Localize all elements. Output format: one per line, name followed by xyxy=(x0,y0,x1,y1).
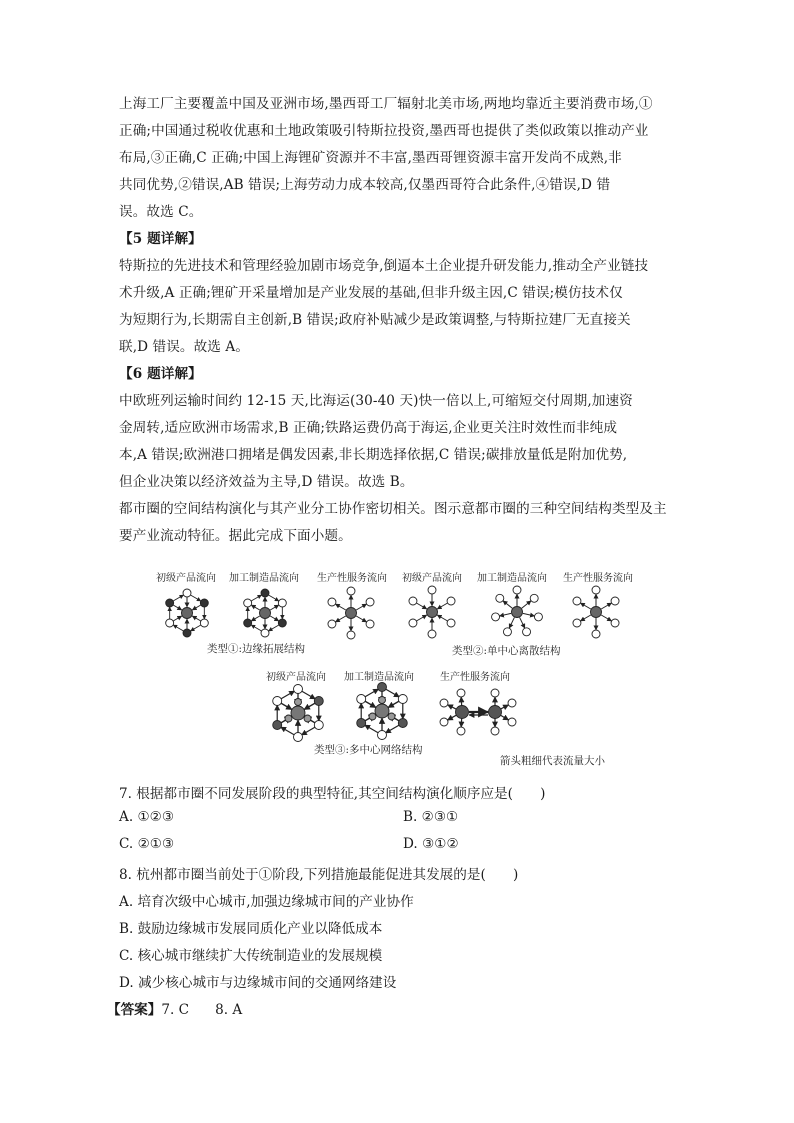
flow-arrow xyxy=(499,613,511,616)
flow-arrow xyxy=(503,601,512,608)
city-node xyxy=(291,706,305,720)
city-node xyxy=(273,721,282,730)
option-letter: D. xyxy=(119,975,134,991)
city-node xyxy=(508,718,516,726)
city-node xyxy=(285,715,292,722)
city-node xyxy=(295,699,302,706)
flow-arrow xyxy=(301,727,315,735)
flow-arrow xyxy=(335,616,345,622)
city-node xyxy=(328,598,336,606)
city-node xyxy=(491,727,499,735)
flow-label: 加工制造品流向 xyxy=(344,672,414,683)
answer-label: 【答案】 xyxy=(107,1002,162,1018)
city-node xyxy=(200,599,208,607)
city-node xyxy=(357,695,366,704)
city-node xyxy=(200,619,208,627)
text-line: 误。故选 C。 xyxy=(119,204,203,220)
city-node xyxy=(314,721,323,730)
city-node xyxy=(346,608,357,619)
q7-option-a xyxy=(119,809,174,825)
city-node xyxy=(278,599,286,607)
city-node xyxy=(166,619,174,627)
flow-arrow xyxy=(270,605,279,610)
type-1-label: 类型①:边缘拓展结构 xyxy=(207,643,306,655)
answer-7: 7. C xyxy=(161,1002,190,1018)
city-node xyxy=(375,704,389,718)
city-node xyxy=(457,727,465,735)
flow-arrow xyxy=(580,603,590,609)
city-node xyxy=(440,718,448,726)
city-node xyxy=(379,697,386,704)
option-letter: B. xyxy=(119,921,134,937)
city-node xyxy=(261,629,269,637)
flow-label: 加工制造品流向 xyxy=(229,573,299,584)
city-node xyxy=(428,586,436,594)
option-letter: A. xyxy=(119,809,134,825)
city-node xyxy=(388,713,395,720)
flow-arrow xyxy=(173,595,183,601)
flow-label: 加工制造品流向 xyxy=(477,573,547,584)
question-7-stem: 7. 根据都市圈不同发展阶段的典型特征,其空间结构演化顺序应是( ) xyxy=(119,786,546,802)
text-line: 但企业决策以经济效益为主导,D 错误。故选 B。 xyxy=(119,474,414,490)
flow-arrow xyxy=(385,725,399,733)
city-node xyxy=(294,733,303,742)
city-node xyxy=(591,607,602,618)
option-letter: A. xyxy=(119,894,134,910)
flow-label: 初级产品流向 xyxy=(156,573,216,584)
flow-arrow xyxy=(251,605,260,610)
city-node xyxy=(492,613,500,621)
section-heading: 【6 题详解】 xyxy=(119,366,202,382)
city-node xyxy=(378,731,387,740)
flow-arrow xyxy=(251,595,261,601)
text-line: 要产业流动特征。据此完成下面小题。 xyxy=(119,528,352,544)
flow-arrow xyxy=(281,691,295,699)
city-node xyxy=(183,589,191,597)
flow-label: 初级产品流向 xyxy=(402,573,462,584)
city-node xyxy=(508,699,516,707)
flow-arrow xyxy=(268,625,278,631)
text-line: 术升级,A 正确;锂矿开采量增加是产业发展的基础,但非升级主因,C 错误;模仿技术仅 xyxy=(119,285,623,301)
q8-option-d xyxy=(119,971,396,991)
city-node xyxy=(369,713,376,720)
flow-arrow xyxy=(251,625,261,631)
section-heading: 【5 题详解】 xyxy=(119,231,202,247)
city-node xyxy=(347,631,355,639)
flow-arrow xyxy=(447,715,456,720)
city-node xyxy=(491,689,499,697)
type-2-label: 类型②:单中心离散结构 xyxy=(452,645,561,657)
flow-arrow xyxy=(173,605,182,610)
q8-option-c xyxy=(119,944,382,964)
option-text: ①②③ xyxy=(137,809,175,825)
city-node xyxy=(357,719,366,728)
option-text: 减少核心城市与边缘城市间的交通网络建设 xyxy=(138,975,397,991)
q7-option-b xyxy=(403,809,458,825)
answer-line xyxy=(107,998,242,1018)
flow-arrow xyxy=(190,625,200,631)
flow-arrow xyxy=(192,616,201,621)
text-line: 中欧班列运输时间约 12-15 天,比海运(30-40 天)快一倍以上,可缩短交付周期,加速资 xyxy=(119,393,633,409)
arrow-note: 箭头粗细代表流量大小 xyxy=(500,755,605,767)
city-node xyxy=(457,689,465,697)
city-node xyxy=(378,683,387,692)
city-node xyxy=(261,589,269,597)
city-node xyxy=(304,715,311,722)
answer-8: 8. A xyxy=(215,1002,243,1018)
city-node xyxy=(166,599,174,607)
text-line: 金周转,适应欧洲市场需求,B 正确;铁路运费仍高于海运,企业更关注时效性而非纯成 xyxy=(119,420,618,436)
city-node xyxy=(534,613,542,621)
city-node xyxy=(427,607,438,618)
city-node xyxy=(489,706,502,719)
flow-arrow xyxy=(523,613,535,616)
q8-option-a xyxy=(119,890,414,910)
city-node xyxy=(512,607,523,618)
city-node xyxy=(573,597,581,605)
flow-arrow xyxy=(268,595,278,601)
option-letter: C. xyxy=(119,948,134,964)
flow-arrow xyxy=(437,615,447,621)
city-node xyxy=(244,619,252,627)
option-text: ②③① xyxy=(421,809,459,825)
city-node xyxy=(513,586,521,594)
city-node xyxy=(447,597,455,605)
option-text: 鼓励边缘城市发展同质化产业以降低成本 xyxy=(137,921,383,937)
flow-arrow xyxy=(190,595,200,601)
city-node xyxy=(398,695,407,704)
option-text: 核心城市继续扩大传统制造业的发展规模 xyxy=(137,948,383,964)
city-node xyxy=(428,630,436,638)
flow-arrow xyxy=(356,604,366,610)
flow-arrow xyxy=(304,703,315,710)
city-node xyxy=(244,599,252,607)
city-node xyxy=(328,620,336,628)
flow-arrow xyxy=(500,715,508,720)
city-node xyxy=(496,594,504,602)
option-letter: D. xyxy=(403,836,418,852)
flow-arrow xyxy=(601,615,611,621)
flow-arrow xyxy=(251,616,260,621)
city-node xyxy=(573,619,581,627)
city-node xyxy=(182,608,193,619)
flow-arrow xyxy=(335,604,345,610)
flow-arrow xyxy=(192,605,201,610)
text-line: 上海工厂主要覆盖中国及亚洲市场,墨西哥工厂辐射北美市场,两地均靠近主要消费市场,① xyxy=(119,96,653,112)
q7-option-c xyxy=(119,836,174,852)
city-node xyxy=(523,628,531,636)
city-node xyxy=(294,685,303,694)
flow-arrow xyxy=(601,603,611,609)
city-node xyxy=(440,699,448,707)
city-node xyxy=(273,697,282,706)
city-node xyxy=(398,719,407,728)
option-text: ③①② xyxy=(422,836,459,852)
city-node xyxy=(409,597,417,605)
city-node xyxy=(278,619,286,627)
city-node xyxy=(611,619,619,627)
city-node xyxy=(503,628,511,636)
text-line: 都市圈的空间结构演化与其产业分工协作密切相关。图示意都市圈的三种空间结构类型及主 xyxy=(119,501,667,517)
city-node xyxy=(260,608,271,619)
text-line: 正确;中国通过税收优惠和土地政策吸引特斯拉投资,墨西哥也提供了类似政策以推动产业 xyxy=(119,123,649,139)
text-line: 为短期行为,长期需自主创新,B 错误;政府补贴减少是政策调整,与特斯拉建厂无直接关 xyxy=(119,312,631,328)
flow-arrow xyxy=(580,615,590,621)
flow-arrow xyxy=(365,689,379,697)
text-line: 共同优势,②错误,AB 错误;上海劳动力成本较高,仅墨西哥符合此条件,④错误,D 错 xyxy=(119,177,611,193)
flow-arrow xyxy=(448,705,457,710)
city-node xyxy=(347,587,355,595)
flow-arrow xyxy=(365,701,376,708)
option-text: ②①③ xyxy=(137,836,175,852)
text-line: 布局,③正确,C 正确;中国上海锂矿资源并不丰富,墨西哥锂资源丰富开发尚不成熟,非 xyxy=(119,150,622,166)
flow-arrow xyxy=(270,616,279,621)
city-node xyxy=(447,619,455,627)
flow-arrow xyxy=(281,727,295,735)
type-3-label: 类型③:多中心网络结构 xyxy=(314,744,423,756)
city-node xyxy=(456,706,469,719)
city-node xyxy=(314,697,323,706)
option-letter: B. xyxy=(403,809,418,825)
text-line: 联,D 错误。故选 A。 xyxy=(119,339,250,355)
city-node xyxy=(366,598,374,606)
flow-label: 初级产品流向 xyxy=(266,672,326,683)
flow-arrow xyxy=(522,601,531,608)
option-text: 培育次级中心城市,加强边缘城市间的产业协作 xyxy=(137,894,414,910)
flow-arrow xyxy=(509,617,514,628)
city-node xyxy=(592,586,600,594)
city-node xyxy=(592,630,600,638)
flow-arrow xyxy=(356,616,366,622)
flow-label: 生产性服务流向 xyxy=(440,672,510,683)
flow-arrow xyxy=(416,603,426,609)
text-line: 特斯拉的先进技术和管理经验加剧市场竞争,倒逼本土企业提升研发能力,推动全产业链技 xyxy=(119,258,649,274)
flow-arrow xyxy=(281,703,292,710)
city-node xyxy=(366,620,374,628)
city-node xyxy=(611,597,619,605)
flow-arrow xyxy=(173,625,183,631)
flow-arrow xyxy=(173,616,182,621)
city-node xyxy=(409,619,417,627)
flow-arrow xyxy=(385,689,399,697)
q7-option-d xyxy=(403,836,459,852)
flow-arrow xyxy=(520,617,525,628)
q8-option-b xyxy=(119,917,382,937)
city-node xyxy=(530,594,538,602)
city-node xyxy=(183,629,191,637)
flow-label: 生产性服务流向 xyxy=(317,573,387,584)
flow-arrow xyxy=(437,603,447,609)
question-8-stem: 8. 杭州都市圈当前处于①阶段,下列措施最能促进其发展的是( ) xyxy=(119,867,519,883)
flow-arrow xyxy=(416,615,426,621)
flow-arrow xyxy=(365,725,379,733)
text-line: 本,A 错误;欧洲港口拥堵是偶发因素,非长期选择依据,C 错误;碳排放量低是附加优势, xyxy=(119,447,628,463)
flow-arrow xyxy=(388,701,399,708)
option-letter: C. xyxy=(119,836,134,852)
flow-arrow xyxy=(301,691,315,699)
flow-label: 生产性服务流向 xyxy=(563,573,633,584)
flow-arrow xyxy=(500,705,508,709)
